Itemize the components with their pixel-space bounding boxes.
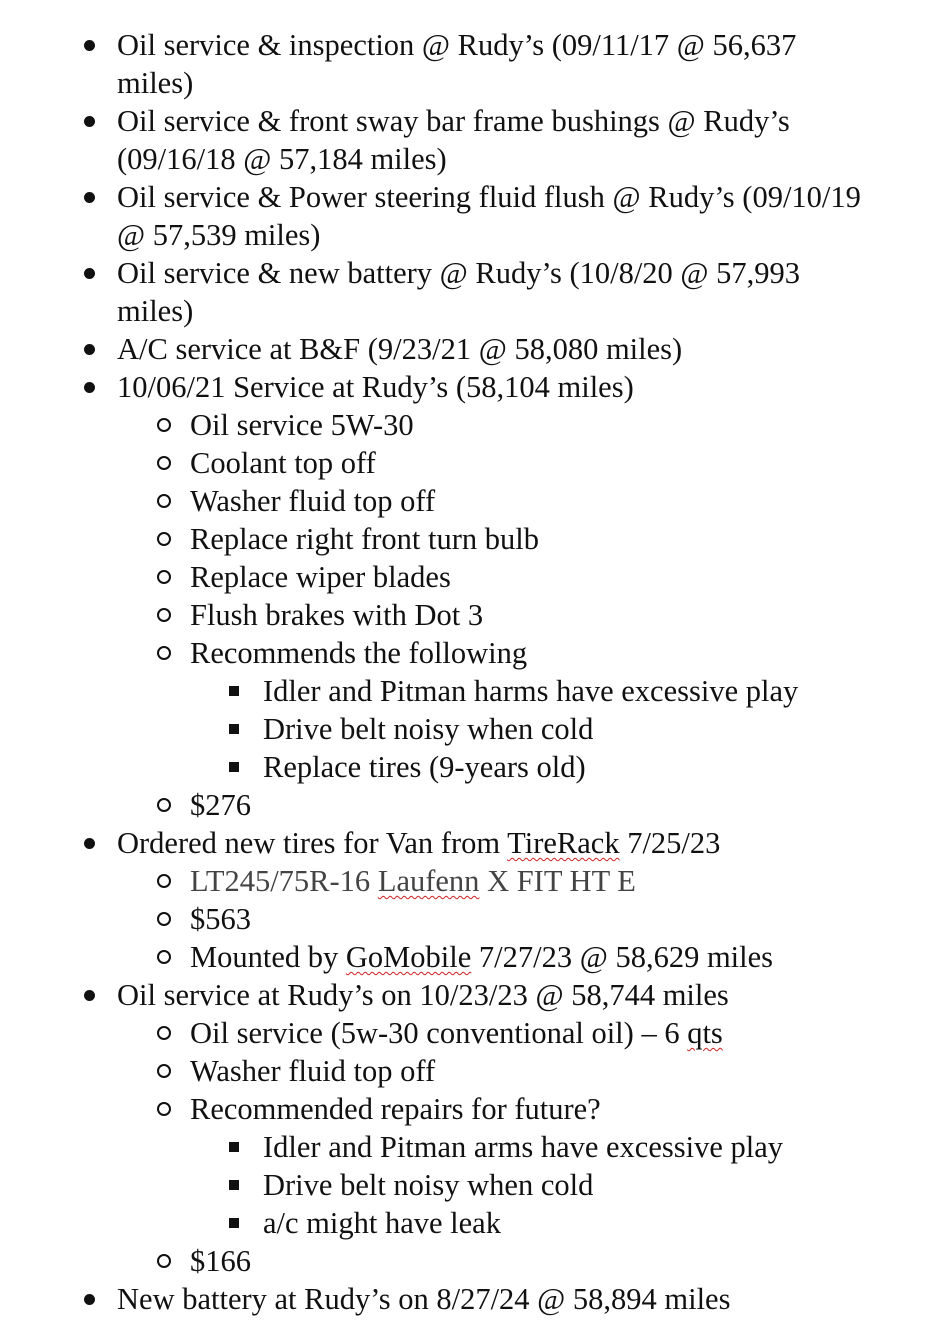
list-item-continuation xyxy=(0,140,952,178)
sub-list-item-text: Recommended repairs for future? xyxy=(190,1092,601,1126)
sub-list-item xyxy=(0,862,952,900)
spellcheck-flagged-word[interactable]: qts xyxy=(687,1016,723,1050)
list-item xyxy=(0,368,952,406)
sub-list-item-text: Mounted by GoMobile 7/27/23 @ 58,629 miles xyxy=(190,940,774,974)
bullet-disc-icon xyxy=(81,824,97,862)
list-item-text: Oil service & Power steering fluid flush @ Rudy’s (09/10/19 xyxy=(117,180,861,214)
sub-list-item-text: Washer fluid top off xyxy=(190,484,436,518)
list-item xyxy=(0,976,952,1014)
sub-sub-list-item xyxy=(0,1166,952,1204)
service-log-document xyxy=(0,26,952,1318)
sub-list-item-text: LT245/75R-16 Laufenn X FIT HT E xyxy=(190,864,636,898)
list-item-text: Ordered new tires for Van from TireRack 7/25/23 xyxy=(117,826,721,860)
bullet-circle-icon xyxy=(155,1014,173,1052)
list-item-text: New battery at Rudy’s on 8/27/24 @ 58,894 miles xyxy=(117,1282,731,1316)
sub-list-item xyxy=(0,520,952,558)
bullet-square-icon xyxy=(226,710,242,748)
bullet-circle-icon xyxy=(155,558,173,596)
list-item xyxy=(0,254,952,292)
sub-list-item xyxy=(0,1242,952,1280)
list-item-text: (09/16/18 @ 57,184 miles) xyxy=(117,142,447,176)
bullet-circle-icon xyxy=(155,596,173,634)
sub-list-item xyxy=(0,1052,952,1090)
sub-list-item xyxy=(0,900,952,938)
bullet-circle-icon xyxy=(155,900,173,938)
sub-sub-list-item xyxy=(0,672,952,710)
list-item-text: A/C service at B&F (9/23/21 @ 58,080 miles) xyxy=(117,332,683,366)
bullet-circle-icon xyxy=(155,634,173,672)
sub-list-item xyxy=(0,1014,952,1052)
sub-list-item xyxy=(0,406,952,444)
list-item-text: miles) xyxy=(117,294,194,328)
list-item-text: Oil service & new battery @ Rudy’s (10/8/20 @ 57,993 xyxy=(117,256,801,290)
sub-sub-list-item-text: Drive belt noisy when cold xyxy=(263,1168,594,1202)
list-item-text: miles) xyxy=(117,66,194,100)
list-item-continuation xyxy=(0,216,952,254)
list-item xyxy=(0,102,952,140)
list-item xyxy=(0,178,952,216)
sub-list-item-text: $166 xyxy=(190,1244,251,1278)
spellcheck-flagged-word[interactable]: Laufenn xyxy=(377,864,480,898)
sub-sub-list-item-text: Drive belt noisy when cold xyxy=(263,712,594,746)
bullet-square-icon xyxy=(226,748,242,786)
spellcheck-flagged-word[interactable]: TireRack xyxy=(507,826,620,860)
bullet-circle-icon xyxy=(155,406,173,444)
sub-list-item-text: $276 xyxy=(190,788,251,822)
bullet-square-icon xyxy=(226,1204,242,1242)
sub-sub-list-item xyxy=(0,710,952,748)
bullet-disc-icon xyxy=(81,330,97,368)
sub-list-item xyxy=(0,938,952,976)
sub-sub-list-item-text: Idler and Pitman arms have excessive play xyxy=(263,1130,784,1164)
sub-sub-list-item xyxy=(0,1204,952,1242)
list-item-text: Oil service at Rudy’s on 10/23/23 @ 58,744 miles xyxy=(117,978,729,1012)
list-item xyxy=(0,1280,952,1318)
bullet-square-icon xyxy=(226,1166,242,1204)
bullet-circle-icon xyxy=(155,520,173,558)
sub-list-item-text: Washer fluid top off xyxy=(190,1054,436,1088)
bullet-square-icon xyxy=(226,672,242,710)
sub-list-item-text: Oil service 5W-30 xyxy=(190,408,414,442)
sub-list-item xyxy=(0,482,952,520)
sub-sub-list-item xyxy=(0,1128,952,1166)
sub-list-item-text: $563 xyxy=(190,902,251,936)
sub-list-item xyxy=(0,444,952,482)
list-item-continuation xyxy=(0,292,952,330)
sub-sub-list-item xyxy=(0,748,952,786)
list-item-text: Oil service & inspection @ Rudy’s (09/11/17 @ 56,637 xyxy=(117,28,797,62)
bullet-disc-icon xyxy=(81,178,97,216)
sub-list-item-text: Flush brakes with Dot 3 xyxy=(190,598,484,632)
list-item-text: Oil service & front sway bar frame bushings @ Rudy’s xyxy=(117,104,790,138)
bullet-circle-icon xyxy=(155,1052,173,1090)
bullet-circle-icon xyxy=(155,862,173,900)
bullet-disc-icon xyxy=(81,976,97,1014)
sub-sub-list-item-text: Replace tires (9-years old) xyxy=(263,750,586,784)
sub-sub-list-item-text: Idler and Pitman harms have excessive play xyxy=(263,674,799,708)
sub-list-item-text: Replace right front turn bulb xyxy=(190,522,539,556)
sub-list-item-text: Oil service (5w-30 conventional oil) – 6 qts xyxy=(190,1016,723,1050)
list-item-continuation xyxy=(0,64,952,102)
bullet-circle-icon xyxy=(155,444,173,482)
sub-list-item-text: Recommends the following xyxy=(190,636,528,670)
sub-list-item-text: Coolant top off xyxy=(190,446,376,480)
list-item xyxy=(0,824,952,862)
list-item-text: @ 57,539 miles) xyxy=(117,218,321,252)
sub-sub-list-item-text: a/c might have leak xyxy=(263,1206,501,1240)
spellcheck-flagged-word[interactable]: GoMobile xyxy=(345,940,472,974)
sub-list-item xyxy=(0,786,952,824)
bullet-disc-icon xyxy=(81,26,97,64)
sub-list-item xyxy=(0,1090,952,1128)
list-item xyxy=(0,26,952,64)
bullet-disc-icon xyxy=(81,368,97,406)
sub-list-item xyxy=(0,634,952,672)
bullet-circle-icon xyxy=(155,1242,173,1280)
list-item xyxy=(0,330,952,368)
bullet-circle-icon xyxy=(155,1090,173,1128)
sub-list-item-text: Replace wiper blades xyxy=(190,560,451,594)
sub-list-item xyxy=(0,558,952,596)
sub-list-item xyxy=(0,596,952,634)
bullet-square-icon xyxy=(226,1128,242,1166)
bullet-disc-icon xyxy=(81,1280,97,1318)
bullet-circle-icon xyxy=(155,786,173,824)
bullet-disc-icon xyxy=(81,102,97,140)
bullet-circle-icon xyxy=(155,938,173,976)
bullet-disc-icon xyxy=(81,254,97,292)
bullet-circle-icon xyxy=(155,482,173,520)
list-item-text: 10/06/21 Service at Rudy’s (58,104 miles) xyxy=(117,370,634,404)
